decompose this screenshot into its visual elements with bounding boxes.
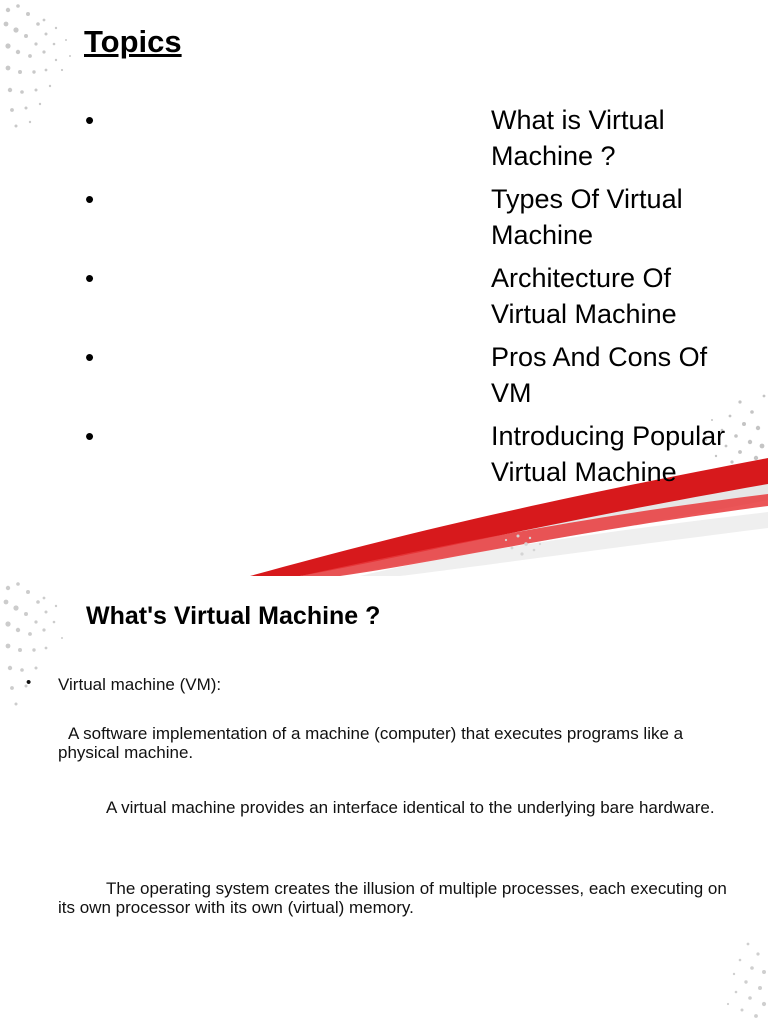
slide-title: What's Virtual Machine ? [86,602,381,630]
interface-paragraph [58,798,728,817]
paragraph-text: A virtual machine provides an interface identical to the underlying bare hardware. [106,798,715,817]
slide-whats-vm [0,576,768,1024]
slide-title: Topics [84,24,182,59]
list-item [0,418,768,536]
topic-label: What is Virtual Machine ? [491,105,665,171]
topic-label: Introducing Popular Virtual Machine [491,421,726,487]
bullet: • [85,184,95,214]
topic-list [0,102,768,536]
bullet: • [26,674,32,691]
bullet: • [85,342,95,372]
list-item [0,102,768,181]
dot-pattern-bottom-right [727,943,766,1018]
dot-pattern-top-left [4,582,63,705]
list-item [0,339,768,418]
bullet: • [85,263,95,293]
bullet: • [85,421,95,451]
list-item [0,260,768,339]
paragraph-text: A software implementation of a machine (computer) that executes programs like a physical machine. [58,724,684,762]
topic-label: Architecture Of Virtual Machine [491,263,677,329]
topic-label: Types Of Virtual Machine [491,184,683,250]
topic-label: Pros And Cons Of VM [491,342,708,408]
definition-paragraph [58,724,728,762]
term-heading: Virtual machine (VM): [58,675,222,694]
list-item [0,181,768,260]
paragraph-text: The operating system creates the illusion of multiple processes, each executing on its own processor with its own (virtual) memory. [58,879,727,917]
processes-paragraph [58,879,728,917]
bullet: • [85,105,95,135]
